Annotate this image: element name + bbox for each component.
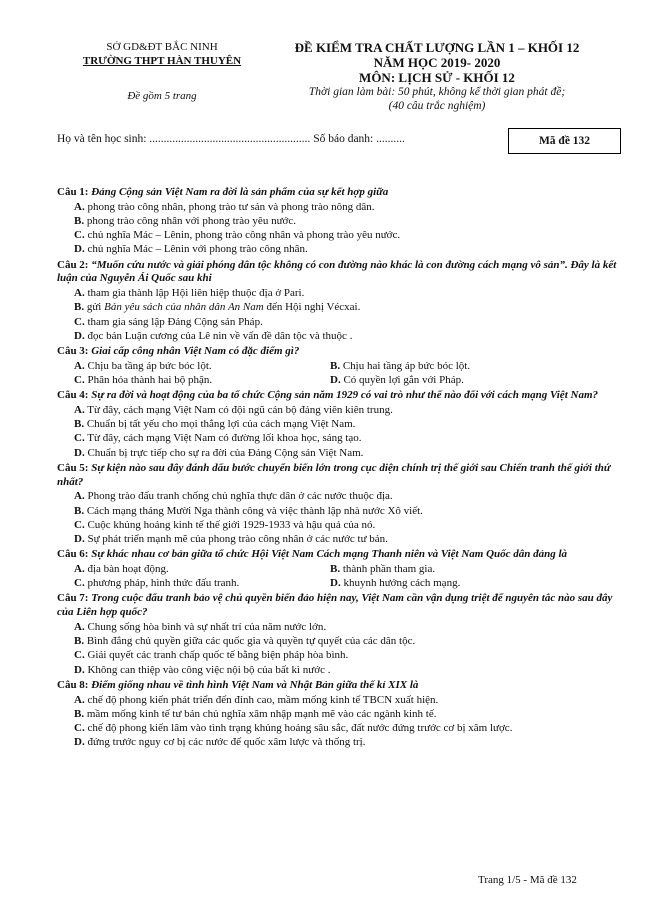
option-c: C. phương pháp, hình thức đấu tranh. [74, 577, 240, 590]
time-note: Thời gian làm bài: 50 phút, không kể thời gian phát đề; [308, 86, 566, 98]
question-stem: Câu 1: Đảng Cộng sản Việt Nam ra đời là sản phẩm của sự kết hợp giữa [57, 186, 389, 198]
header-right [262, 40, 612, 113]
option-d: D. chủ nghĩa Mác – Lênin với phong trào công nhân. [74, 243, 308, 256]
question-stem: Câu 2: “Muốn cứu nước và giải phóng dân tộc không có con đường nào khác là con đường cách mạng vô sản”. Đây là kết luận của Nguyễn Ái Quốc sau khi [57, 258, 617, 285]
question-list [57, 186, 617, 751]
option-a: A. Chịu ba tầng áp bức bóc lột. [74, 359, 212, 372]
option-a: A. chế độ phong kiến phát triển đến đỉnh cao, mầm mống kinh tế TBCN xuất hiện. [74, 693, 439, 706]
option-b: B. mầm mống kinh tế tư bản chủ nghĩa xâm nhập mạnh mẽ vào các ngành kinh tế. [74, 707, 437, 720]
option-c: C. tham gia sáng lập Đảng Cộng sản Pháp. [74, 315, 263, 328]
question-stem: Câu 7: Trong cuộc đấu tranh bảo vệ chủ quyền biển đảo hiện nay, Việt Nam cần vận dụng triệt để nguyên tắc nào sau đây của Liên hợp quốc? [57, 592, 613, 619]
question-4 [57, 389, 617, 460]
question-stem: Câu 8: Điểm giống nhau về tình hình Việt Nam và Nhật Bản giữa thế kỉ XIX là [57, 678, 419, 691]
header-left [62, 40, 262, 102]
option-d: D. Chuẩn bị trực tiếp cho sự ra đời của Đảng Cộng sản Việt Nam. [74, 446, 364, 459]
option-a: A. phong trào công nhân, phong trào tư sản và phong trào nông dân. [74, 200, 375, 213]
question-7 [57, 592, 617, 676]
option-c: C. Phân hóa thành hai bộ phận. [74, 374, 213, 387]
option-b: B. gửi Bản yêu sách của nhân dân An Nam đến Hội nghị Vécxai. [74, 301, 361, 314]
option-c: C. Giải quyết các tranh chấp quốc tế bằng biện pháp hòa bình. [74, 649, 349, 662]
option-b: B. thành phần tham gia. [330, 563, 436, 576]
page-footer: Trang 1/5 - Mã đề 132 [478, 874, 577, 886]
option-a: A. Từ đây, cách mạng Việt Nam có đội ngũ cán bộ đảng viên kiên trung. [74, 404, 393, 417]
student-info-line [57, 133, 405, 145]
option-a: A. địa bàn hoạt động. [74, 563, 169, 576]
option-c: C. Cuộc khủng hoảng kinh tế thế giới 1929-1933 và hậu quả của nó. [74, 518, 376, 531]
subject-title: MÔN: LỊCH SỬ - KHỐI 12 [359, 70, 515, 85]
option-d: D. Không can thiệp vào công việc nội bộ của bất kì nước . [74, 663, 331, 676]
school-name: TRƯỜNG THPT HÀN THUYÊN [82, 55, 242, 67]
option-d: D. Sự phát triển mạnh mẽ của phong trào công nhân ở các nước tư bản. [74, 533, 388, 546]
question-5 [57, 462, 617, 546]
exam-title: ĐỀ KIỂM TRA CHẤT LƯỢNG LẦN 1 – KHỐI 12 [294, 40, 580, 55]
option-b: B. phong trào công nhân với phong trào yêu nước. [74, 215, 296, 227]
question-stem: Câu 3: Giai cấp công nhân Việt Nam có đặc điểm gì? [57, 345, 300, 358]
option-b: B. Chịu hai tầng áp bức bóc lột. [330, 359, 471, 372]
option-d: D. khuynh hướng cách mạng. [330, 577, 461, 590]
option-a: A. Phong trào đấu tranh chống chủ nghĩa thực dân ở các nước thuộc địa. [74, 490, 393, 503]
option-b: B. Chuẩn bị tất yếu cho mọi thắng lợi của cách mạng Việt Nam. [74, 418, 356, 431]
student-name-label: Họ và tên học sinh: ........................................................ [57, 133, 311, 145]
student-id-label: Số báo danh: .......... [313, 133, 405, 145]
option-d: D. đứng trước nguy cơ bị các nước đế quốc xâm lược và thống trị. [74, 736, 366, 749]
pages-note: Đề gồm 5 trang [127, 90, 197, 102]
option-c: C. chế độ phong kiến lâm vào tình trạng khủng hoảng sâu sắc, đất nước đứng trước cơ bị xâm lược. [74, 722, 513, 735]
question-count-note: (40 câu trắc nghiệm) [388, 100, 486, 112]
option-b: B. Cách mạng tháng Mười Nga thành công và việc thành lập nhà nước Xô viết. [74, 504, 423, 517]
question-stem: Câu 5: Sự kiện nào sau đây đánh dấu bước chuyển biến lớn trong cục diện chính trị thế giới sau Chiến tranh thế giới thứ nhất? [57, 461, 611, 488]
question-2 [57, 259, 617, 343]
option-a: A. Chung sống hòa bình và sự nhất trí của năm nước lớn. [74, 621, 327, 634]
school-year: NĂM HỌC 2019- 2020 [373, 55, 501, 70]
department-name: SỞ GD&ĐT BẮC NINH [106, 41, 218, 53]
option-d: D. Có quyền lợi gắn với Pháp. [330, 374, 464, 387]
option-c: C. chủ nghĩa Mác – Lênin, phong trào công nhân và phong trào yêu nước. [74, 229, 401, 242]
option-c: C. Từ đây, cách mạng Việt Nam có đường lối khoa học, sáng tạo. [74, 432, 362, 445]
exam-code-box: Mã đề 132 [508, 128, 621, 154]
question-1 [57, 186, 617, 257]
option-a: A. tham gia thành lập Hội liên hiệp thuộc địa ở Pari. [74, 287, 305, 300]
question-6 [57, 548, 617, 590]
question-stem: Câu 6: Sự khác nhau cơ bản giữa tổ chức Hội Việt Nam Cách mạng Thanh niên và Việt Nam Quốc dân đảng là [57, 548, 568, 561]
option-b: B. Bình đẳng chủ quyền giữa các quốc gia và quyền tự quyết của các dân tộc. [74, 635, 416, 648]
question-3 [57, 345, 617, 387]
option-d: D. đọc bản Luận cương của Lê nin về vấn đề dân tộc và thuộc . [74, 329, 353, 342]
question-stem: Câu 4: Sự ra đời và hoạt động của ba tổ chức Cộng sản năm 1929 có vai trò như thế nào đối với cách mạng Việt Nam? [57, 389, 598, 402]
question-8 [57, 679, 617, 750]
